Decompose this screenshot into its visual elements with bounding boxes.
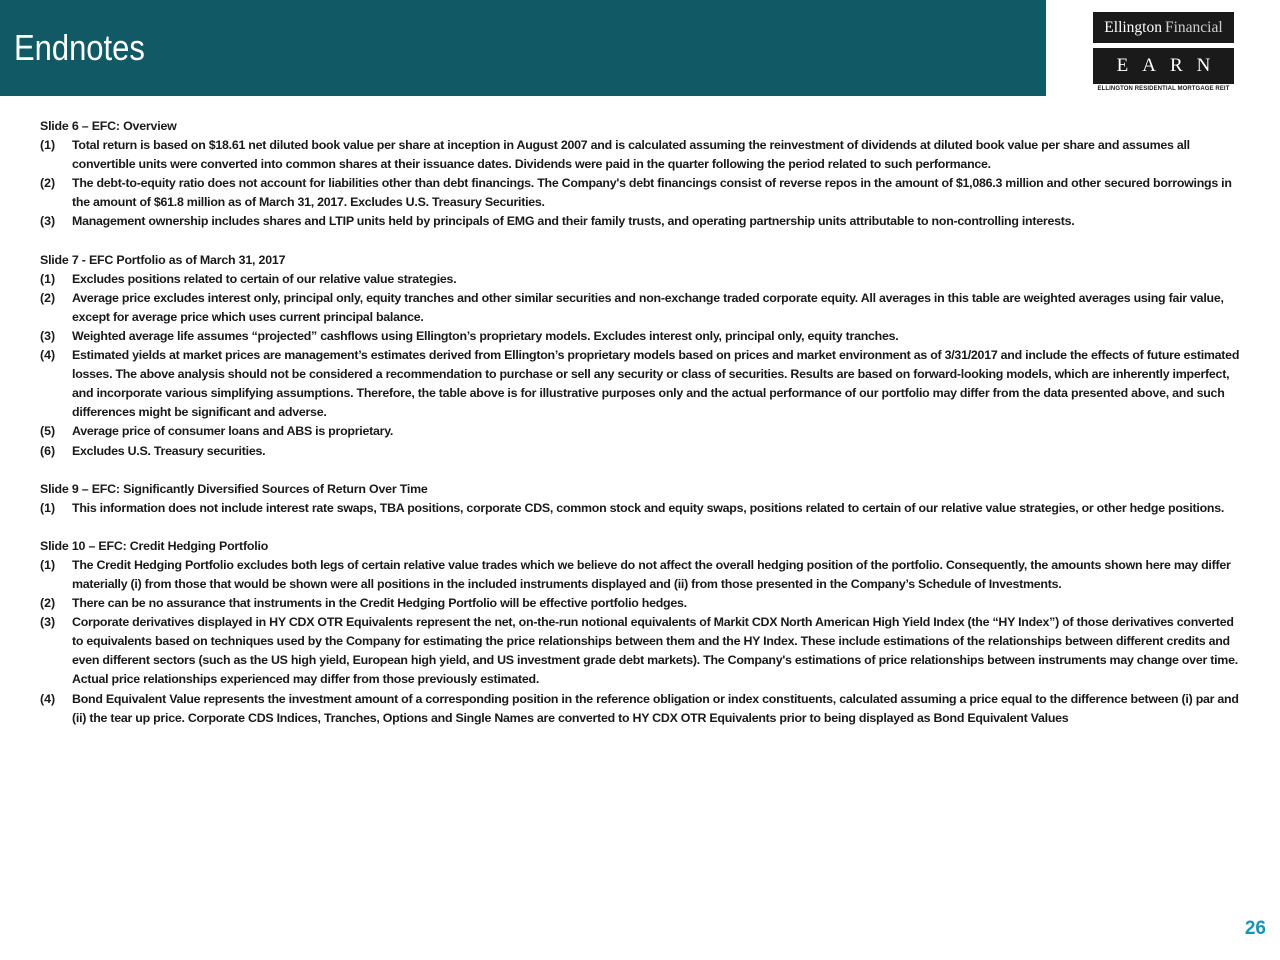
section-title: Slide 10 – EFC: Credit Hedging Portfolio — [40, 538, 269, 553]
page-title: Endnotes — [14, 27, 145, 68]
endnote-item — [40, 346, 1240, 422]
endnotes-content — [40, 117, 1240, 728]
endnote-text: There can be no assurance that instruments in the Credit Hedging Portfolio will be effective portfolio hedges. — [72, 596, 687, 611]
endnote-text: Bond Equivalent Value represents the investment amount of a corresponding position in the reference obligation or index constituents, calculated assuming a price equal to the difference between (i) par and (ii) the tear up price. Corporate CDS Indices, Tranches, Options and Single Names are converted to HY CDX OTR Equivalents prior to being displayed as Bond Equivalent Values — [72, 691, 1239, 725]
endnote-item — [40, 442, 1240, 461]
endnote-number: (4) — [40, 691, 56, 706]
endnote-number: (2) — [40, 290, 56, 305]
endnote-number: (2) — [40, 176, 56, 191]
endnote-item — [40, 136, 1240, 174]
endnote-number: (1) — [40, 138, 56, 153]
endnote-text: Average price of consumer loans and ABS is proprietary. — [72, 424, 394, 439]
earn-logo: EARN — [1093, 48, 1234, 84]
endnote-item — [40, 613, 1240, 689]
endnote-item — [40, 270, 1240, 289]
section-slide-7 — [40, 251, 1240, 461]
endnote-item — [40, 422, 1240, 441]
endnote-text: Excludes U.S. Treasury securities. — [72, 443, 266, 458]
endnote-item — [40, 499, 1240, 518]
ellington-financial-logo — [1093, 12, 1234, 43]
endnote-text: The debt-to-equity ratio does not account for liabilities other than debt financings. The Company's debt financings consist of reverse repos in the amount of $1,086.3 million and other secured borrowings in the amount of $61.8 million as of March 31, 2017. Excludes U.S. Treasury Securities. — [72, 176, 1232, 210]
endnote-number: (1) — [40, 271, 56, 286]
endnote-item — [40, 556, 1240, 594]
endnote-number: (3) — [40, 615, 56, 630]
endnote-text: Estimated yields at market prices are management’s estimates derived from Ellington’s proprietary models based on prices and market environment as of 3/31/2017 and include the effects of future estimated losses. The above analysis should not be considered a recommendation to purchase or sell any security or class of securities. Results are based on forward-looking models, which are inherently imperfect, and incorporate various simplifying assumptions. Therefore, the table above is for illustrative purposes only and the actual performance of our portfolio may differ from the data presented above, and such differences might be significant and adverse. — [72, 348, 1240, 420]
endnote-text: Total return is based on $18.61 net diluted book value per share at inception in August 2007 and is calculated assuming the reinvestment of dividends at diluted book value per share and assumes all convertible units were converted into common shares at their issuance dates. Dividends were paid in the quarter following the period related to such performance. — [72, 138, 1190, 172]
endnote-text: Average price excludes interest only, principal only, equity tranches and other similar securities and non-exchange traded corporate equity. All averages in this table are weighted averages using fair value, except for average price which uses current principal balance. — [72, 290, 1224, 324]
section-slide-9 — [40, 480, 1240, 518]
logo-name: Ellington — [1104, 18, 1162, 36]
endnote-text: Weighted average life assumes “projected” cashflows using Ellington’s proprietary models. Excludes interest only, principal only, equity tranches. — [72, 328, 899, 343]
endnote-item — [40, 212, 1240, 231]
endnote-item — [40, 327, 1240, 346]
endnote-text: Corporate derivatives displayed in HY CDX OTR Equivalents represent the net, on-the-run notional equivalents of Markit CDX North American High Yield Index (the “HY Index”) of those derivatives converted to equivalents based on techniques used by the Company for estimating the price relationships between them and the HY Index. These include estimations of the relationships between different credits and even different sectors (such as the US high yield, European high yield, and US investment grade debt markets). The Company's estimations of price relationships between instruments may change over time. Actual price relationships experienced may differ from those previously estimated. — [72, 615, 1238, 687]
endnote-number: (3) — [40, 328, 56, 343]
header-bar — [0, 0, 1046, 96]
endnote-item — [40, 289, 1240, 327]
endnote-number: (1) — [40, 557, 56, 572]
earn-subtitle: ELLINGTON RESIDENTIAL MORTGAGE REIT — [1097, 86, 1230, 92]
endnote-item — [40, 690, 1240, 728]
page-number: 26 — [1244, 918, 1266, 939]
endnote-number: (6) — [40, 443, 56, 458]
section-title: Slide 6 – EFC: Overview — [40, 119, 177, 133]
logo-name-thin: Financial — [1165, 18, 1223, 36]
endnote-item — [40, 174, 1240, 212]
endnote-text: Excludes positions related to certain of our relative value strategies. — [72, 271, 457, 286]
section-slide-6 — [40, 117, 1240, 232]
section-title: Slide 7 - EFC Portfolio as of March 31, 2017 — [40, 252, 286, 267]
endnote-number: (5) — [40, 424, 56, 439]
endnote-text: The Credit Hedging Portfolio excludes both legs of certain relative value trades which we believe do not affect the overall hedging position of the portfolio. Consequently, the amounts shown here may differ materially (i) from those that would be shown were all positions in the included instruments displayed and (ii) from those presented in the Company’s Schedule of Investments. — [72, 557, 1231, 591]
endnote-text: This information does not include interest rate swaps, TBA positions, corporate CDS, common stock and equity swaps, positions related to certain of our relative value strategies, or other hedge positions. — [72, 500, 1225, 515]
endnote-number: (1) — [40, 500, 56, 515]
endnote-number: (3) — [40, 214, 56, 229]
endnote-text: Management ownership includes shares and LTIP units held by principals of EMG and their family trusts, and operating partnership units attributable to non-controlling interests. — [72, 214, 1075, 229]
section-title: Slide 9 – EFC: Significantly Diversified Sources of Return Over Time — [40, 481, 428, 496]
endnote-number: (4) — [40, 348, 56, 363]
section-slide-10 — [40, 537, 1240, 728]
endnote-item — [40, 594, 1240, 613]
endnote-number: (2) — [40, 596, 56, 611]
